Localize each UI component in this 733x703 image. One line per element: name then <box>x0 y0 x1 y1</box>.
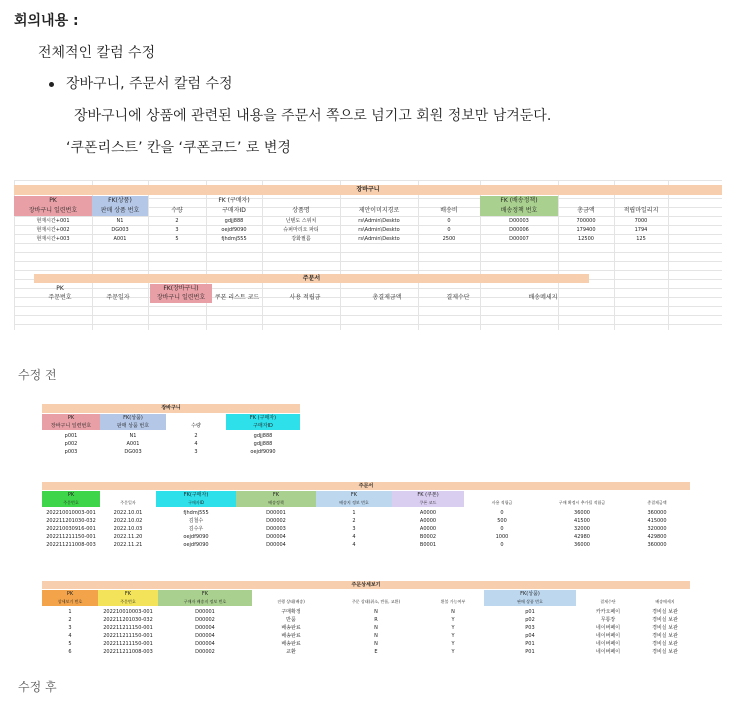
detail-group-label <box>422 590 484 598</box>
cart-cell: 현재시간+003 <box>36 236 70 242</box>
detail-cell: N <box>374 625 378 631</box>
order-cell: 김철수 <box>188 518 204 524</box>
cart-cell: gdjj888 <box>253 433 273 439</box>
order-group-label: PK <box>42 491 100 499</box>
cart-group-label <box>418 196 480 206</box>
grid-line <box>14 315 722 316</box>
cart-cell: rs\Admin\Deskto <box>358 236 400 242</box>
detail-cell: D00004 <box>195 625 215 631</box>
cart-cell: p001 <box>64 433 78 439</box>
cart-cell: oejdf9090 <box>250 449 276 455</box>
cart-cell: 현재시간+001 <box>36 218 70 224</box>
cart-cell: D00003 <box>509 218 529 224</box>
notes-detail-move-columns: 장바구니에 상품에 관련된 내용을 주문서 쪽으로 넘기고 회원 정보만 남겨둔다. <box>74 108 552 124</box>
detail-cell: 2 <box>68 617 72 623</box>
cart-column-header: 판매 상품 번호 <box>92 206 148 216</box>
detail-cell: 배송완료 <box>281 625 301 631</box>
cart-cell: gdjj888 <box>224 218 244 224</box>
detail-cell: 1 <box>68 609 72 615</box>
order-column-header: 쿠폰 리스트 코드 <box>214 294 260 301</box>
order-group-label: FK(구매자) <box>156 491 236 499</box>
detail-cell: 202211211150-001 <box>103 625 153 631</box>
detail-cell: R <box>374 617 378 623</box>
cart-cell: N1 <box>129 433 137 439</box>
order-cell: D00004 <box>266 534 286 540</box>
detail-column-header: 배송메세지 <box>655 599 675 604</box>
cart-cell: rs\Admin\Deskto <box>358 227 400 233</box>
order-group-label <box>540 491 624 499</box>
detail-cell: 경비실 보관 <box>652 641 678 647</box>
order-group-label: FK (쿠폰) <box>392 491 464 499</box>
order-cell: 0 <box>500 510 504 516</box>
grid-line <box>14 180 722 181</box>
order-column-header: 주문번호 <box>42 499 100 507</box>
detail-cell: D00002 <box>195 617 215 623</box>
order-cell: 429800 <box>647 534 667 540</box>
order-cell: D00002 <box>266 518 286 524</box>
cart-group-label: FK (구매자) <box>226 414 300 422</box>
notes-line-column-edit: 전체적인 칼럼 수정 <box>38 45 156 61</box>
order-cell: 김수우 <box>188 526 204 532</box>
cart-column-header: 구매자ID <box>222 207 246 214</box>
detail-cell: E <box>374 649 378 655</box>
cart-group-label: FK (구매자) <box>218 197 250 204</box>
detail-group-label <box>330 590 422 598</box>
cart-cell: 5 <box>175 236 179 242</box>
cart-cell: oejdf9090 <box>221 227 247 233</box>
detail-group-label: PK <box>42 590 98 598</box>
order-cell: A0000 <box>419 526 437 532</box>
order-group-label: FK <box>316 491 392 499</box>
cart-group-label: FK (배송정책) <box>480 196 558 206</box>
order-cell: 2022.11.20 <box>113 534 143 540</box>
order-cell: 202211201030-032 <box>46 518 96 524</box>
detail-cell: N <box>374 641 378 647</box>
cart-group-label <box>148 196 206 206</box>
order-cell: oejdf9090 <box>183 534 209 540</box>
order-cell: 320000 <box>647 526 667 532</box>
cart-cell: p002 <box>64 441 78 447</box>
order-column-header: 쿠폰 코드 <box>392 499 464 507</box>
detail-group-label: FK <box>158 590 252 598</box>
detail-group-label <box>640 590 690 598</box>
cart-cell: A001 <box>113 236 127 242</box>
cart-column-header: 배송비 <box>440 207 458 214</box>
cart-cell: 700000 <box>576 218 596 224</box>
detail-column-header: 진행 상태(배송) <box>277 599 305 604</box>
cart-cell: D00007 <box>509 236 529 242</box>
cart-cell: DG003 <box>124 449 142 455</box>
cart-column-header: 제안이미지경로 <box>358 207 400 214</box>
order-column-header: 총결제금액 <box>372 294 402 301</box>
detail-cell: D00004 <box>195 633 215 639</box>
cart-cell: D00006 <box>509 227 529 233</box>
detail-cell: 무통장 <box>600 617 616 623</box>
cart-column-header: 구매자ID <box>226 422 300 430</box>
detail-cell: Y <box>451 617 455 623</box>
order-group-label <box>624 491 690 499</box>
detail-cell: 교환 <box>286 649 296 655</box>
after-order-table-image <box>42 482 690 554</box>
order-column-header: 배송정책 <box>236 499 316 507</box>
detail-cell: 202211211150-001 <box>103 633 153 639</box>
order-cell: 0 <box>500 526 504 532</box>
cart-column-header: 장바구니 일련번호 <box>14 206 92 216</box>
cart-group-label: PK <box>42 414 100 422</box>
cart-cell: 7000 <box>634 218 648 224</box>
cart-column-header: 총금액 <box>577 207 595 214</box>
cart-cell: A001 <box>126 441 140 447</box>
detail-cell: N <box>374 633 378 639</box>
order-cell: 3 <box>352 526 356 532</box>
order-cell: 2022.10.03 <box>113 526 143 532</box>
cart-cell: 4 <box>194 441 198 447</box>
grid-line <box>14 252 722 253</box>
order-cell: 360000 <box>647 510 667 516</box>
bullet-dot-icon <box>49 82 54 87</box>
order-cell: B0002 <box>419 534 437 540</box>
cart-cell: 2 <box>175 218 179 224</box>
detail-cell: 3 <box>68 625 72 631</box>
order-cell: D00003 <box>266 526 286 532</box>
detail-column-header: 주문 상태(취소, 반품, 교환) <box>351 599 401 604</box>
order-column-header: 총결제금액 <box>647 500 667 505</box>
order-column-header: 배송메세지 <box>528 294 558 301</box>
cart-cell: 2500 <box>442 236 456 242</box>
detail-cell: Y <box>451 649 455 655</box>
cart-cell: 현재시간+002 <box>36 227 70 233</box>
detail-cell: 배송완료 <box>281 641 301 647</box>
detail-column-header: 결제수단 <box>600 599 616 604</box>
detail-cell: 경비실 보관 <box>652 633 678 639</box>
cart-cell: 125 <box>636 236 646 242</box>
order-cell: 202211211008-003 <box>46 542 96 548</box>
order-column-header: 구매 확정시 추가될 적립금 <box>558 500 606 505</box>
detail-cell: 4 <box>68 633 72 639</box>
detail-cell: 네이버페이 <box>595 641 621 647</box>
cart-cell: p003 <box>64 449 78 455</box>
order-cell: D00001 <box>266 510 286 516</box>
cart-cell: 12500 <box>578 236 594 242</box>
order-cell: fjhdmj555 <box>183 510 209 516</box>
detail-cell: P01 <box>525 641 535 647</box>
order-cell: 2022.10.01 <box>113 510 143 516</box>
order-column-header: 구매자ID <box>156 499 236 507</box>
order-column-header: 사용 적립금 <box>491 500 513 505</box>
cart-cell: 3 <box>175 227 179 233</box>
after-cart-table-image <box>42 404 300 459</box>
cart-column-header: 판매 상품 번호 <box>100 422 166 430</box>
detail-cell: 6 <box>68 649 72 655</box>
detail-cell: p02 <box>525 617 535 623</box>
cart-column-header: 수량 <box>171 207 183 214</box>
order-cell: 202211211150-001 <box>46 534 96 540</box>
order-cell: 36000 <box>574 510 590 516</box>
order-cell: 202210030916-001 <box>46 526 96 532</box>
order-cell: 2022.11.21 <box>113 542 143 548</box>
detail-group-label <box>576 590 640 598</box>
cart-cell: DG003 <box>111 227 129 233</box>
cart-cell: 3 <box>194 449 198 455</box>
cart-group-label <box>262 196 340 206</box>
order-title-bar: 주문서 <box>34 274 589 283</box>
before-caption: 수정 전 <box>18 368 57 382</box>
detail-column-header: 상세보기 번호 <box>42 598 98 606</box>
notes-detail-coupon-rename: ‘쿠폰리스트’ 칸을 ‘쿠폰코드’ 로 변경 <box>66 140 291 156</box>
detail-column-header: 주문번호 <box>98 598 158 606</box>
order-cell: 202210010003-001 <box>46 510 96 516</box>
order-cell: oejdf9090 <box>183 542 209 548</box>
cart-cell: rs\Admin\Deskto <box>358 218 400 224</box>
order-cell: 41500 <box>574 518 590 524</box>
after-order-detail-table-image <box>42 581 690 661</box>
detail-cell: 네이버페이 <box>595 649 621 655</box>
detail-group-label <box>252 590 330 598</box>
cart-cell: 0 <box>447 227 451 233</box>
detail-cell: Y <box>451 633 455 639</box>
cart-column-header: 장바구니 일련번호 <box>42 422 100 430</box>
order-title-bar: 주문서 <box>42 482 690 490</box>
detail-cell: D00004 <box>195 641 215 647</box>
order-column-header: 사용 적립금 <box>289 294 321 301</box>
grid-line <box>14 306 722 307</box>
order-cell: 360000 <box>647 542 667 548</box>
detail-cell: 네이버페이 <box>595 625 621 631</box>
detail-title-bar: 주문상세보기 <box>42 581 690 589</box>
cart-column-header: 상품명 <box>292 207 310 214</box>
order-cell: 500 <box>497 518 507 524</box>
cart-cell: 0 <box>447 218 451 224</box>
cart-cell: 강화필름 <box>291 236 311 242</box>
cart-group-label: FK(상품) <box>92 196 148 206</box>
detail-cell: 경비실 보관 <box>652 617 678 623</box>
cart-group-label <box>558 196 614 206</box>
order-cell: A0000 <box>419 510 437 516</box>
cart-cell: 179400 <box>576 227 596 233</box>
order-cell: 36000 <box>574 542 590 548</box>
detail-cell: 경비실 보관 <box>652 609 678 615</box>
order-cell: 2 <box>352 518 356 524</box>
cart-column-header: 수량 <box>191 423 201 429</box>
cart-title-bar: 장바구니 <box>42 404 300 413</box>
detail-cell: Y <box>451 625 455 631</box>
detail-cell: 경비실 보관 <box>652 649 678 655</box>
cart-cell: fjhdmj555 <box>221 236 247 242</box>
detail-cell: 카카오페이 <box>595 609 621 615</box>
order-group-label <box>100 491 156 499</box>
order-cell: 1 <box>352 510 356 516</box>
order-cell: A0000 <box>419 518 437 524</box>
order-column-header: 주문번호 <box>48 294 72 301</box>
before-spreadsheet-image <box>14 180 722 330</box>
grid-line <box>668 180 669 330</box>
grid-line <box>14 270 722 271</box>
detail-column-header: 환불 가능여부 <box>440 599 466 604</box>
grid-line <box>14 261 722 262</box>
cart-group-label <box>614 196 668 206</box>
detail-cell: P03 <box>525 625 535 631</box>
detail-cell: 구매확정 <box>281 609 301 615</box>
detail-column-header: 판매 상품 번호 <box>484 598 576 606</box>
order-cell: 4 <box>352 542 356 548</box>
order-cell: 2022.10.02 <box>113 518 143 524</box>
order-cell: B0001 <box>419 542 437 548</box>
detail-cell: D00001 <box>195 609 215 615</box>
detail-cell: 경비실 보관 <box>652 625 678 631</box>
detail-cell: 202211211008-003 <box>103 649 153 655</box>
cart-column-header: 배송정책 번호 <box>480 206 558 216</box>
detail-column-header: 구매자 배송지 정보 번호 <box>158 598 252 606</box>
detail-cell: 5 <box>68 641 72 647</box>
order-column-header: 주문일자 <box>120 500 136 505</box>
cart-cell: N1 <box>116 218 124 224</box>
order-cell: 1000 <box>495 534 509 540</box>
cart-group-label: PK <box>14 196 92 206</box>
detail-cell: N <box>374 609 378 615</box>
detail-cell: 배송완료 <box>281 633 301 639</box>
cart-column-header: 적립마일리지 <box>623 207 659 214</box>
detail-cell: Y <box>451 641 455 647</box>
order-column-header: 주문일자 <box>106 294 130 301</box>
detail-group-label: FK <box>98 590 158 598</box>
detail-cell: P01 <box>525 649 535 655</box>
detail-cell: 202210010003-001 <box>103 609 153 615</box>
cart-cell: 1794 <box>634 227 648 233</box>
order-group-label: FK <box>236 491 316 499</box>
detail-cell: 반품 <box>286 617 296 623</box>
order-cell: 32000 <box>574 526 590 532</box>
cart-cell: 2 <box>194 433 198 439</box>
detail-cell: 202211211150-001 <box>103 641 153 647</box>
notes-bullet-cart-order: 장바구니, 주문서 칼럼 수정 <box>66 76 233 92</box>
detail-cell: 네이버페이 <box>595 633 621 639</box>
order-cell: D00004 <box>266 542 286 548</box>
cart-group-label <box>166 414 226 422</box>
order-cell: 0 <box>500 542 504 548</box>
order-column-header: 장바구니 일련번호 <box>150 293 212 303</box>
cart-group-label <box>340 196 418 206</box>
notes-heading: 회의내용 : <box>14 13 79 29</box>
detail-cell: p04 <box>525 633 535 639</box>
order-cell: 42980 <box>574 534 590 540</box>
order-column-header: 결제수단 <box>446 294 470 301</box>
detail-group-label: FK(상품) <box>484 590 576 598</box>
detail-cell: D00002 <box>195 649 215 655</box>
cart-cell: 닌텐도 스위치 <box>285 218 317 224</box>
order-column-header: 배송지 정보 번호 <box>316 499 392 507</box>
cart-title-bar: 장바구니 <box>14 185 722 195</box>
order-cell: 4 <box>352 534 356 540</box>
after-caption: 수정 후 <box>18 680 57 694</box>
order-cell: 415000 <box>647 518 667 524</box>
order-group-label: FK(장바구니) <box>150 284 212 294</box>
detail-cell: 202211201030-032 <box>103 617 153 623</box>
cart-cell: 슈퍼마리오 파티 <box>283 227 319 233</box>
grid-line <box>14 324 722 325</box>
cart-group-label: FK(상품) <box>100 414 166 422</box>
cart-cell: gdjj888 <box>253 441 273 447</box>
order-group-label <box>464 491 540 499</box>
detail-cell: p01 <box>525 609 535 615</box>
detail-cell: N <box>451 609 455 615</box>
order-group-label: PK <box>56 285 64 292</box>
